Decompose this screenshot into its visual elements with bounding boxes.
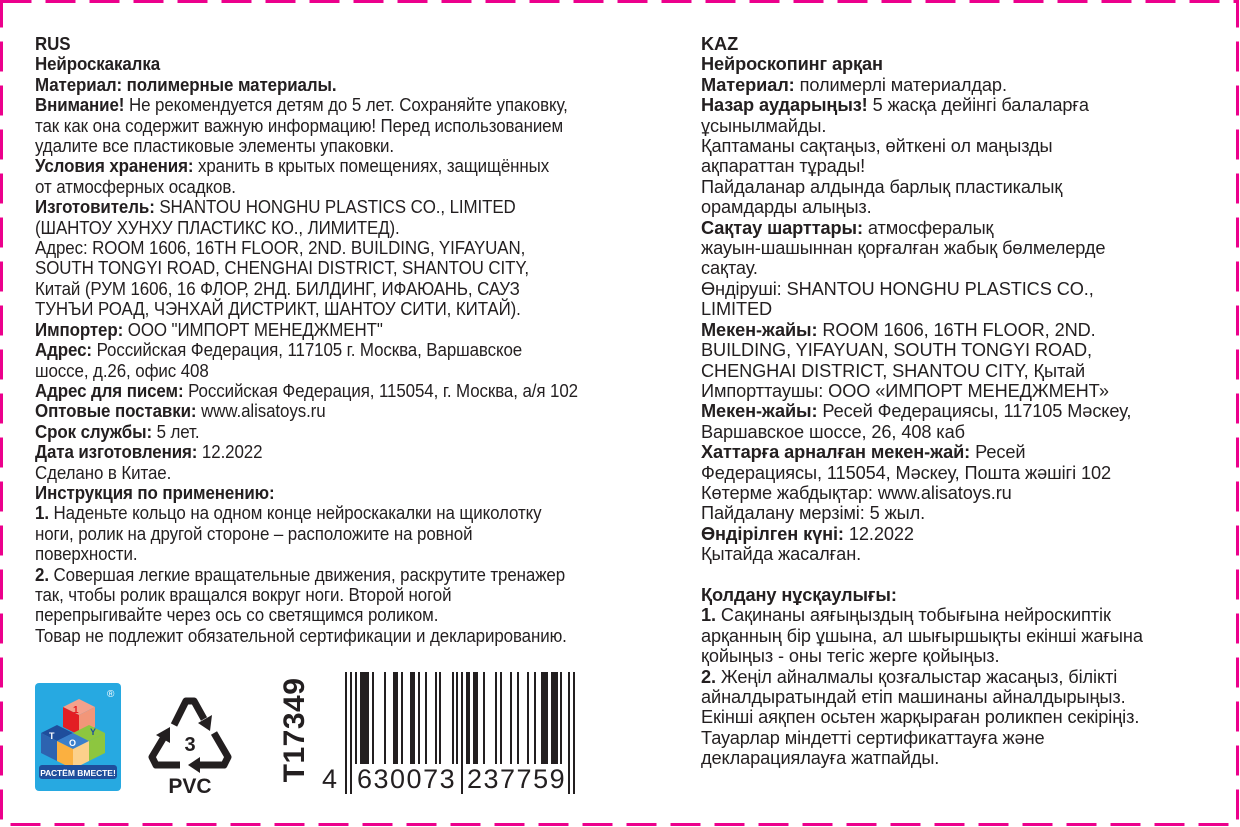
- rus-column: [35, 34, 649, 646]
- text-line: [701, 483, 1221, 503]
- text-value: ұсынылмайды.: [701, 115, 827, 136]
- text-line: [701, 728, 1221, 748]
- text-value: декларациялауға жатпайды.: [701, 748, 940, 769]
- text-value: Российская Федерация, 117105 г. Москва, Варшавское: [91, 340, 523, 361]
- text-line: [701, 75, 1221, 95]
- bold-label: RUS: [35, 34, 71, 54]
- barcode-bar: [410, 672, 414, 770]
- bold-label: Внимание!: [35, 95, 125, 116]
- text-line: [701, 748, 1221, 768]
- svg-text:®: ®: [107, 689, 115, 700]
- text-line: [701, 565, 1221, 585]
- text-line: [35, 381, 649, 401]
- text-value: 5 жасқа дейінгі балаларға: [867, 95, 1089, 116]
- text-value: Жеңіл айналмалы қозғалыстар жасаңыз, білікті: [715, 666, 1118, 687]
- text-line: [35, 463, 649, 483]
- text-line: [35, 361, 649, 381]
- text-value: полимерлі материалдар.: [794, 74, 1007, 95]
- text-value: поверхности.: [35, 544, 138, 565]
- text-line: [701, 320, 1221, 340]
- text-value: Китай (РУМ 1606, 16 ФЛОР, 2НД. БИЛДИНГ, ИФАЮАНЬ, САУЗ: [35, 278, 520, 299]
- text-value: Ресей Федерациясы, 117105 Мәскеу,: [817, 401, 1132, 422]
- brand-logo-1toy: [35, 683, 121, 791]
- barcode-bar: [345, 672, 347, 794]
- barcode-bar: [401, 672, 403, 770]
- ean13-barcode: [322, 672, 584, 794]
- text-value: 5 лет.: [151, 421, 200, 442]
- text-line: [701, 463, 1221, 483]
- text-value: Сделано в Китае.: [35, 462, 172, 483]
- bold-label: 2.: [701, 666, 716, 687]
- text-value: SHANTOU HONGHU PLASTICS CO., LIMITED: [154, 197, 516, 218]
- text-line: [35, 605, 649, 625]
- text-line: [35, 54, 649, 74]
- text-line: [701, 626, 1221, 646]
- kaz-column: [701, 34, 1221, 769]
- barcode-bar: [425, 672, 427, 770]
- text-value: шоссе, д.26, офис 408: [35, 360, 209, 381]
- text-line: [701, 381, 1221, 401]
- text-value: www.alisatoys.ru: [196, 401, 326, 422]
- barcode-bar: [393, 672, 397, 770]
- text-line: [35, 197, 649, 217]
- text-line: [35, 116, 649, 136]
- text-line: [701, 503, 1221, 523]
- text-value: ROOM 1606, 16TH FLOOR, 2ND.: [817, 319, 1096, 340]
- text-line: [35, 238, 649, 258]
- text-value: ООО "ИМПОРТ МЕНЕДЖМЕНТ": [123, 319, 383, 340]
- text-line: [701, 442, 1221, 462]
- text-line: [35, 401, 649, 421]
- barcode-bar: [418, 672, 420, 770]
- text-line: [701, 544, 1221, 564]
- text-line: [35, 34, 649, 54]
- text-line: [35, 544, 649, 564]
- text-line: [35, 422, 649, 442]
- text-line: [701, 258, 1221, 278]
- bold-label: Нейроскакалка: [35, 54, 161, 75]
- text-line: [35, 524, 649, 544]
- text-value: от атмосферных осадков.: [35, 176, 236, 197]
- text-value: так как она содержит важную информацию! Перед использованием: [35, 115, 564, 136]
- barcode-bar: [517, 672, 519, 770]
- barcode-bar: [360, 672, 369, 770]
- bold-label: Инструкция по применению:: [35, 482, 275, 503]
- text-line: [701, 299, 1221, 319]
- text-line: [35, 177, 649, 197]
- text-value: атмосфералық: [862, 217, 994, 238]
- text-value: жауын-шашыннан қорғалған жабық бөлмелерде: [701, 238, 1106, 259]
- bold-label: Адрес:: [35, 340, 92, 361]
- barcode-bar: [355, 672, 357, 770]
- text-line: [701, 524, 1221, 544]
- text-value: ақпараттан тұрады!: [701, 156, 866, 177]
- text-line: [35, 565, 649, 585]
- text-value: Пайдаланар алдында барлық пластикалық: [701, 176, 1063, 197]
- bold-label: 1.: [701, 605, 716, 626]
- text-value: Не рекомендуется детям до 5 лет. Сохраняйте упаковку,: [124, 95, 568, 116]
- text-value: хранить в крытых помещениях, защищённых: [193, 156, 550, 177]
- text-line: [701, 136, 1221, 156]
- text-value: Товар не подлежит обязательной сертификации и декларированию.: [35, 625, 567, 646]
- text-value: 12.2022: [197, 442, 263, 463]
- bold-label: Материал: полимерные материалы.: [35, 74, 337, 95]
- text-value: Варшавское шоссе, 26, 408 каб: [701, 421, 965, 442]
- text-line: [35, 75, 649, 95]
- text-value: ноги, ролик на другой стороне – расположите на ровной: [35, 523, 473, 544]
- svg-text:3: 3: [184, 734, 196, 756]
- barcode-bar: [527, 672, 529, 770]
- text-line: [35, 258, 649, 278]
- svg-text:Y: Y: [90, 727, 97, 737]
- text-value: Федерациясы, 115054, Мәскеу, Пошта жәшігі 102: [701, 462, 1112, 483]
- cube-stack-icon: [35, 683, 121, 791]
- bold-label: Дата изготовления:: [35, 442, 198, 463]
- bold-label: Срок службы:: [35, 421, 152, 442]
- text-line: [701, 218, 1221, 238]
- barcode-bar: [452, 672, 454, 770]
- text-value: Наденьте кольцо на одном конце нейроскакалки на щиколотку: [48, 503, 542, 524]
- text-value: Импорттаушы: ООО «ИМПОРТ МЕНЕДЖМЕНТ»: [701, 380, 1109, 401]
- text-line: [701, 156, 1221, 176]
- barcode-bar: [510, 672, 512, 770]
- bold-label: Изготовитель:: [35, 197, 155, 218]
- barcode-bar: [350, 672, 352, 794]
- text-line: [35, 95, 649, 115]
- text-value: қойыңыз - оны тегіс жерге қойыңыз.: [701, 646, 1000, 667]
- text-line: [701, 687, 1221, 707]
- text-value: CHENGHAI DISTRICT, SHANTOU CITY, Қытай: [701, 360, 1086, 381]
- text-line: [35, 483, 649, 503]
- text-value: Өндіруші: SHANTOU HONGHU PLASTICS CO.,: [701, 278, 1094, 299]
- svg-text:PVC: PVC: [168, 775, 212, 797]
- barcode-bar: [534, 672, 536, 770]
- text-value: Российская Федерация, 115054, г. Москва, а/я 102: [183, 380, 578, 401]
- text-value: (ШАНТОУ ХУНХУ ПЛАСТИКС КО., ЛИМИТЕД).: [35, 217, 400, 238]
- bold-label: Материал:: [701, 74, 795, 95]
- text-value: ТУНЪИ РОАД, ЧЭНХАЙ ДИСТРИКТ, ШАНТОУ СИТИ, КИТАЙ).: [35, 299, 521, 320]
- bold-label: KAZ: [701, 34, 739, 54]
- text-value: Көтерме жабдықтар: www.alisatoys.ru: [701, 482, 1012, 503]
- text-line: [701, 361, 1221, 381]
- text-line: [701, 707, 1221, 727]
- svg-text:1: 1: [73, 705, 79, 716]
- bold-label: Адрес для писем:: [35, 380, 184, 401]
- text-value: 12.2022: [843, 523, 914, 544]
- text-line: [701, 177, 1221, 197]
- text-value: удалите все пластиковые элементы упаковки.: [35, 136, 395, 157]
- barcode-bar: [495, 672, 497, 770]
- article-number: T17349: [278, 677, 311, 783]
- barcode-bar: [541, 672, 548, 770]
- bold-label: Назар аударыңыз!: [701, 95, 868, 116]
- bold-label: 2.: [35, 564, 49, 585]
- bold-label: 1.: [35, 503, 49, 524]
- text-value: BUILDING, YIFAYUAN, SOUTH TONGYI ROAD,: [701, 340, 1093, 361]
- text-line: [701, 605, 1221, 625]
- text-value: Пайдалану мерзімі: 5 жыл.: [701, 503, 926, 524]
- text-line: [35, 218, 649, 238]
- bold-label: Хаттарға арналған мекен-жай:: [701, 442, 971, 463]
- text-line: [701, 54, 1221, 74]
- barcode-right-digits: 237759: [467, 764, 567, 794]
- text-line: [701, 116, 1221, 136]
- text-value: Қаптаманы сақтаңыз, өйткені ол маңызды: [701, 136, 1053, 157]
- text-line: [701, 279, 1221, 299]
- barcode-first-digit: 4: [322, 764, 338, 794]
- text-value: Адрес: ROOM 1606, 16TH FLOOR, 2ND. BUILDING, YIFAYUAN,: [35, 238, 526, 259]
- text-value: Сақинаны аяғыңыздың тобығына нейроскиптік: [715, 605, 1111, 626]
- barcode-bar: [551, 672, 558, 770]
- text-line: [35, 299, 649, 319]
- text-value: арқанның бір ұшына, ал шығыршықты екінші жағына: [701, 625, 1143, 646]
- recycle-triangle-icon: [140, 687, 240, 797]
- barcode-bar: [573, 672, 575, 794]
- svg-text:T: T: [49, 731, 55, 741]
- text-value: SOUTH TONGYI ROAD, CHENGHAI DISTRICT, SHANTOU CITY,: [35, 258, 529, 279]
- barcode-bar: [384, 672, 386, 770]
- text-value: орамдарды алыңыз.: [701, 197, 872, 218]
- text-line: [35, 279, 649, 299]
- bold-label: Өндірілген күні:: [701, 523, 844, 544]
- text-line: [701, 585, 1221, 605]
- text-line: [701, 422, 1221, 442]
- barcode-bar: [439, 672, 441, 770]
- text-value: LIMITED: [701, 299, 773, 320]
- text-line: [701, 667, 1221, 687]
- barcode-bar: [461, 672, 463, 794]
- text-value: перепрыгивайте через ось со светящимся роликом.: [35, 605, 439, 626]
- barcode-bar: [466, 672, 470, 770]
- text-line: [35, 136, 649, 156]
- text-line: [35, 320, 649, 340]
- barcode-bar: [560, 672, 562, 770]
- text-value: так, чтобы ролик вращался вокруг ноги. Второй ногой: [35, 584, 452, 605]
- text-line: [701, 401, 1221, 421]
- text-value: Қытайда жасалған.: [701, 544, 862, 565]
- text-value: Екінші аяқпен осьтен жарқыраған роликпен секіріңіз.: [701, 707, 1140, 728]
- bold-label: Мекен-жайы:: [701, 401, 818, 422]
- text-value: Совершая легкие вращательные движения, раскрутите тренажер: [48, 564, 566, 585]
- text-line: [35, 340, 649, 360]
- bold-label: Қолдану нұсқаулығы:: [701, 584, 897, 605]
- text-line: [35, 585, 649, 605]
- text-line: [701, 340, 1221, 360]
- text-value: Тауарлар міндетті сертификаттауға және: [701, 727, 1045, 748]
- text-line: [35, 156, 649, 176]
- text-line: [35, 626, 649, 646]
- barcode-left-digits: 630073: [357, 764, 457, 794]
- text-line: [701, 238, 1221, 258]
- barcode-bar: [372, 672, 374, 770]
- bold-label: Импортер:: [35, 319, 124, 340]
- bold-label: Оптовые поставки:: [35, 401, 197, 422]
- bold-label: Сақтау шарттары:: [701, 217, 863, 238]
- text-value: айналдыратындай етіп машинаны айналдырыңыз.: [701, 686, 1126, 707]
- text-value: Ресей: [970, 442, 1026, 463]
- svg-text:O: O: [69, 738, 77, 748]
- text-line: [701, 646, 1221, 666]
- barcode-bar: [483, 672, 485, 770]
- recycle-code-3-pvc: [140, 687, 240, 797]
- text-line: [701, 95, 1221, 115]
- bold-label: Условия хранения:: [35, 156, 194, 177]
- logo-slogan: РАСТЁМ ВМЕСТЕ!: [40, 768, 116, 778]
- text-line: [701, 34, 1221, 54]
- bold-label: Нейроскопинг арқан: [701, 54, 883, 75]
- bold-label: Мекен-жайы:: [701, 319, 818, 340]
- text-line: [701, 197, 1221, 217]
- text-value: сақтау.: [701, 258, 758, 279]
- barcode-bar: [473, 672, 477, 770]
- barcode-bar: [500, 672, 502, 770]
- text-line: [35, 442, 649, 462]
- text-line: [35, 503, 649, 523]
- barcode-bar: [435, 672, 437, 770]
